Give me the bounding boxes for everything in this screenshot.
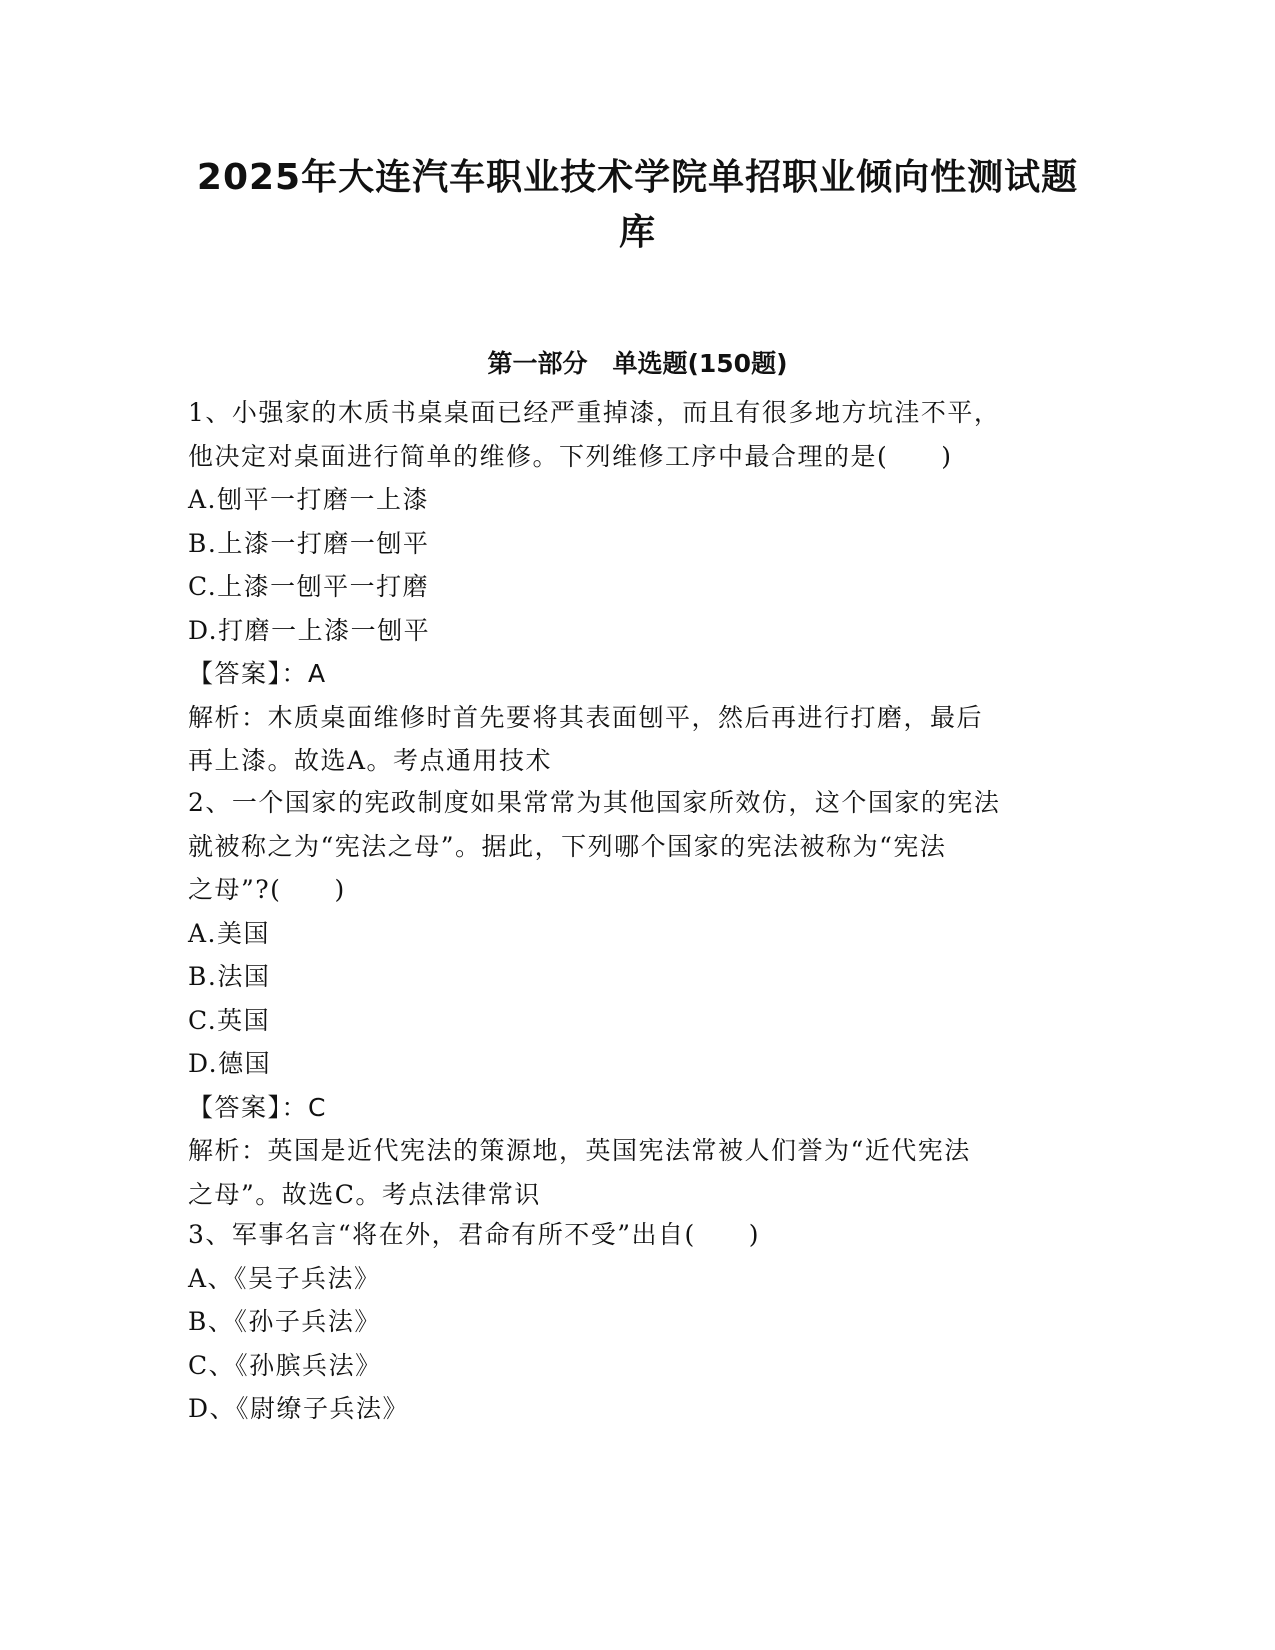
question-stem-line: 就被称之为“宪法之母”。据此，下列哪个国家的宪法被称为“宪法	[188, 831, 947, 861]
option-c: C.上漆一刨平一打磨	[188, 572, 430, 601]
analysis-line: 解析：木质桌面维修时首先要将其表面刨平，然后再进行打磨，最后	[188, 702, 984, 732]
analysis-line: 之母”。故选C。考点法律常识	[188, 1179, 541, 1209]
title-line-2: 库	[618, 212, 656, 253]
option-b: B.法国	[188, 962, 271, 991]
title-line-1: 2025年大连汽车职业技术学院单招职业倾向性测试题	[196, 157, 1079, 198]
question-3	[188, 1213, 1068, 1431]
option-b: B、《孙子兵法》	[188, 1307, 381, 1336]
option-d: D、《尉缭子兵法》	[188, 1394, 410, 1423]
question-stem-line: 之母”?( )	[188, 875, 346, 904]
option-a: A、《吴子兵法》	[188, 1263, 381, 1293]
option-d: D.德国	[188, 1049, 272, 1078]
question-stem-line: 2、一个国家的宪政制度如果常常为其他国家所效仿，这个国家的宪法	[188, 788, 1001, 817]
question-stem-line: 1、小强家的木质书桌桌面已经严重掉漆，而且有很多地方坑洼不平，	[188, 398, 1001, 427]
answer-line: 【答案】：C	[188, 1092, 327, 1122]
answer-line: 【答案】：A	[188, 659, 327, 688]
option-d: D.打磨一上漆一刨平	[188, 615, 431, 645]
analysis-line: 再上漆。故选A。考点通用技术	[188, 746, 553, 775]
document-title	[185, 150, 1090, 260]
option-b: B.上漆一打磨一刨平	[188, 528, 430, 558]
question-1	[188, 391, 1068, 783]
option-a: A.刨平一打磨一上漆	[188, 485, 430, 514]
question-2	[188, 781, 1068, 1216]
question-stem-line: 3、军事名言“将在外，君命有所不受”出自( )	[188, 1220, 760, 1249]
option-c: C.英国	[188, 1005, 271, 1035]
option-c: C、《孙膑兵法》	[188, 1350, 382, 1380]
section-title: 第一部分 单选题(150题)	[487, 349, 788, 378]
analysis-line: 解析：英国是近代宪法的策源地，英国宪法常被人们誉为“近代宪法	[188, 1136, 971, 1165]
question-stem-line: 他决定对桌面进行简单的维修。下列维修工序中最合理的是( )	[188, 441, 953, 471]
option-a: A.美国	[188, 918, 271, 948]
